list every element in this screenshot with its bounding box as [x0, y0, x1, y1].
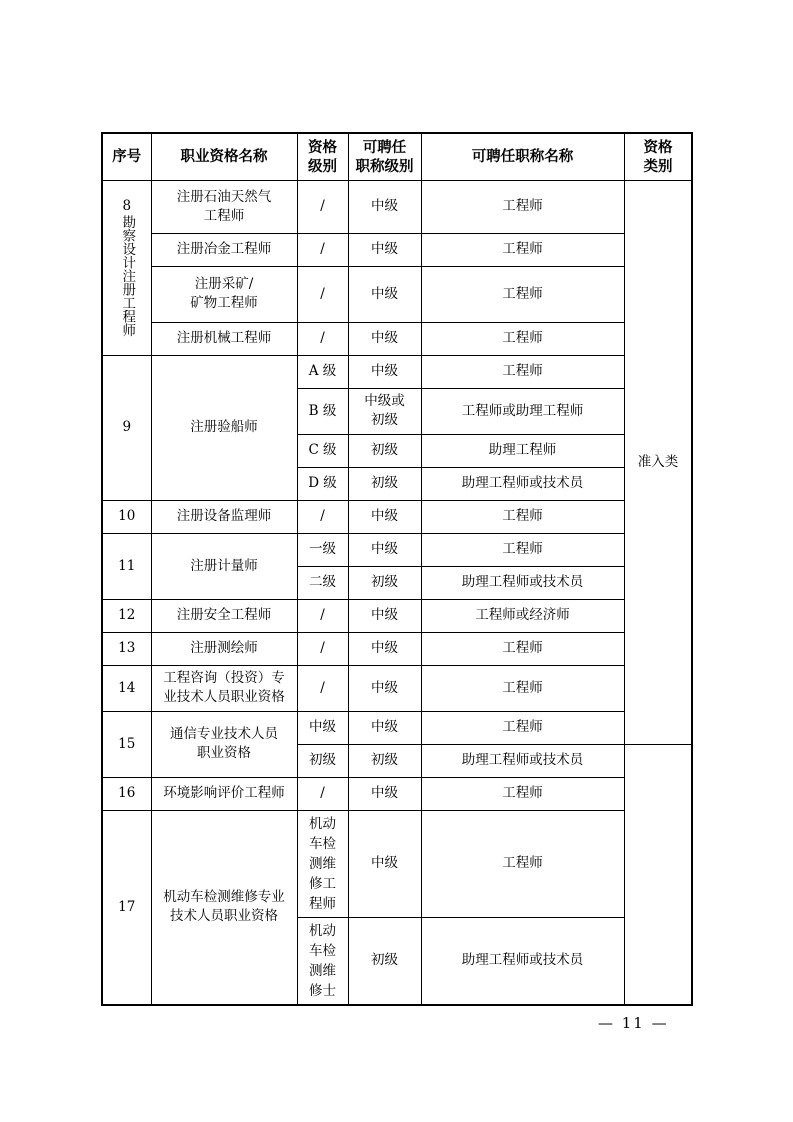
header-title-level: 可聘任 职称级别	[348, 133, 421, 180]
table-row	[102, 599, 692, 632]
header-level: 资格 级别	[297, 133, 348, 180]
name-cell: 注册计量师	[151, 533, 297, 599]
header-title-name: 可聘任职称名称	[421, 133, 624, 180]
title-level-cell: 中级	[348, 599, 421, 632]
title-level-cell: 中级	[348, 322, 421, 355]
header-row	[102, 133, 692, 180]
table-row	[102, 665, 692, 711]
level-cell: 机动 车检 测维 修士	[297, 917, 348, 1005]
level-cell: B 级	[297, 388, 348, 434]
table-row	[102, 777, 692, 810]
title-level-cell: 中级	[348, 533, 421, 566]
level-cell: /	[297, 180, 348, 233]
name-cell: 工程咨询（投资）专 业技术人员职业资格	[151, 665, 297, 711]
title-name-cell: 工程师	[421, 810, 624, 917]
title-level-cell: 初级	[348, 467, 421, 500]
title-name-cell: 助理工程师或技术员	[421, 744, 624, 777]
title-level-cell: 中级	[348, 355, 421, 388]
table-row	[102, 632, 692, 665]
table-row	[102, 266, 692, 322]
qualification-table	[101, 132, 693, 1006]
title-level-cell: 初级	[348, 566, 421, 599]
seq-cell: 10	[102, 500, 151, 533]
table-row	[102, 322, 692, 355]
name-cell: 环境影响评价工程师	[151, 777, 297, 810]
title-name-cell: 助理工程师或技术员	[421, 566, 624, 599]
level-cell: D 级	[297, 467, 348, 500]
level-cell: /	[297, 322, 348, 355]
title-name-cell: 工程师	[421, 632, 624, 665]
level-cell: /	[297, 266, 348, 322]
table-row	[102, 711, 692, 744]
seq-cell: 17	[102, 810, 151, 1005]
title-name-cell: 工程师	[421, 322, 624, 355]
title-level-cell: 中级	[348, 233, 421, 266]
level-cell: /	[297, 632, 348, 665]
title-level-cell: 初级	[348, 917, 421, 1005]
table-row	[102, 233, 692, 266]
title-name-cell: 助理工程师或技术员	[421, 917, 624, 1005]
header-seq: 序号	[102, 133, 151, 180]
name-cell: 注册冶金工程师	[151, 233, 297, 266]
seq-cell: 9	[102, 355, 151, 500]
level-cell: /	[297, 599, 348, 632]
level-cell: C 级	[297, 434, 348, 467]
level-cell: 中级	[297, 711, 348, 744]
header-category: 资格 类别	[624, 133, 692, 180]
title-name-cell: 助理工程师	[421, 434, 624, 467]
title-name-cell: 工程师	[421, 665, 624, 711]
title-level-cell: 中级	[348, 711, 421, 744]
title-name-cell: 工程师	[421, 266, 624, 322]
level-cell: 机动 车检 测维 修工 程师	[297, 810, 348, 917]
page-number: — 11 —	[598, 1014, 669, 1032]
level-cell: /	[297, 665, 348, 711]
seq-group-label: 勘察设计注册工程师	[119, 215, 136, 337]
title-name-cell: 工程师	[421, 180, 624, 233]
level-cell: /	[297, 233, 348, 266]
title-level-cell: 初级	[348, 744, 421, 777]
seq-cell: 14	[102, 665, 151, 711]
category-cell-access: 准入类	[624, 180, 692, 744]
name-cell: 注册设备监理师	[151, 500, 297, 533]
table-row	[102, 500, 692, 533]
title-level-cell: 初级	[348, 434, 421, 467]
seq-cell: 16	[102, 777, 151, 810]
title-name-cell: 工程师	[421, 233, 624, 266]
name-cell: 注册测绘师	[151, 632, 297, 665]
name-cell: 注册机械工程师	[151, 322, 297, 355]
title-name-cell: 工程师或助理工程师	[421, 388, 624, 434]
level-cell: /	[297, 777, 348, 810]
title-name-cell: 助理工程师或技术员	[421, 467, 624, 500]
title-name-cell: 工程师	[421, 500, 624, 533]
level-cell: 初级	[297, 744, 348, 777]
title-level-cell: 中级	[348, 777, 421, 810]
seq-cell: 15	[102, 711, 151, 777]
seq-cell	[102, 180, 151, 355]
title-name-cell: 工程师	[421, 777, 624, 810]
name-cell: 注册安全工程师	[151, 599, 297, 632]
level-cell: 二级	[297, 566, 348, 599]
table-row	[102, 355, 692, 388]
title-level-cell: 中级	[348, 665, 421, 711]
title-level-cell: 中级	[348, 810, 421, 917]
table-row	[102, 533, 692, 566]
title-level-cell: 中级	[348, 500, 421, 533]
title-level-cell: 中级或 初级	[348, 388, 421, 434]
seq-number: 8	[122, 198, 132, 215]
name-cell: 通信专业技术人员 职业资格	[151, 711, 297, 777]
title-level-cell: 中级	[348, 180, 421, 233]
level-cell: 一级	[297, 533, 348, 566]
seq-cell: 11	[102, 533, 151, 599]
table-row	[102, 180, 692, 233]
level-cell: /	[297, 500, 348, 533]
table-row	[102, 810, 692, 917]
name-cell: 注册采矿/ 矿物工程师	[151, 266, 297, 322]
level-cell: A 级	[297, 355, 348, 388]
header-name: 职业资格名称	[151, 133, 297, 180]
title-level-cell: 中级	[348, 632, 421, 665]
title-name-cell: 工程师	[421, 533, 624, 566]
name-cell: 机动车检测维修专业 技术人员职业资格	[151, 810, 297, 1005]
seq-cell: 13	[102, 632, 151, 665]
name-cell: 注册石油天然气 工程师	[151, 180, 297, 233]
name-cell: 注册验船师	[151, 355, 297, 500]
title-level-cell: 中级	[348, 266, 421, 322]
title-name-cell: 工程师	[421, 355, 624, 388]
title-name-cell: 工程师	[421, 711, 624, 744]
title-name-cell: 工程师或经济师	[421, 599, 624, 632]
seq-cell: 12	[102, 599, 151, 632]
